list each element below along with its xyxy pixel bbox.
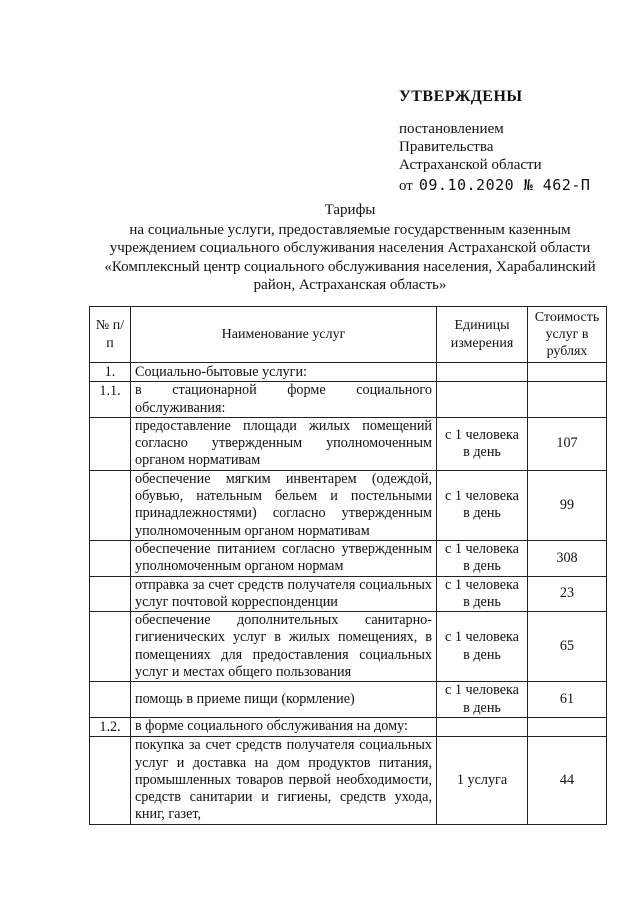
cell-unit: с 1 человека в день [437,540,528,576]
table-row [90,382,607,418]
approval-date-line [399,176,590,195]
cell-price: 61 [528,682,607,718]
cell-price: 65 [528,612,607,682]
table-header-row [90,307,607,363]
cell-price: 308 [528,540,607,576]
table-row [90,417,607,470]
date-prefix: от [399,178,413,194]
cell-name: отправка за счет средств получателя социальных услуг почтовой корреспонденции [131,576,437,612]
cell-name: предоставление площади жилых помещений согласно утвержденным уполномоченным органом нормативам [131,417,437,470]
table-row [90,682,607,718]
header-unit: Единицы измерения [437,307,528,363]
cell-num [90,737,131,824]
table-row [90,612,607,682]
cell-price: 44 [528,737,607,824]
cell-num [90,470,131,540]
cell-unit: с 1 человека в день [437,612,528,682]
table-row [90,540,607,576]
cell-num [90,682,131,718]
cell-num [90,612,131,682]
table-row [90,717,607,736]
cell-name: в форме социального обслуживания на дому: [131,717,437,736]
approval-line: постановлением [399,121,504,137]
cell-num [90,417,131,470]
cell-num [90,540,131,576]
cell-num: 1.1. [90,382,131,418]
cell-unit: с 1 человека в день [437,470,528,540]
header-price: Стоимость услуг в рублях [528,307,607,363]
approval-block [399,88,590,195]
cell-unit [437,717,528,736]
cell-name: обеспечение дополнительных санитарно-гигиенических услуг в жилых помещениях, в помещениях для предоставления социальных услуг и местах общего пользования [131,612,437,682]
cell-unit [437,363,528,382]
header-name: Наименование услуг [131,307,437,363]
approval-heading: УТВЕРЖДЕНЫ [399,88,523,105]
title-line: район, Астраханская область» [253,277,447,293]
cell-unit: с 1 человека в день [437,576,528,612]
cell-unit: 1 услуга [437,737,528,824]
cell-name: обеспечение питанием согласно утвержденным уполномоченным органом нормам [131,540,437,576]
document-title [100,201,600,295]
title-line: «Комплексный центр социального обслуживания населения, Харабалинский [104,258,596,275]
table-body [90,363,607,825]
cell-name: в стационарной форме социального обслуживания: [131,382,437,418]
cell-name: покупка за счет средств получателя социальных услуг и доставка на дом продуктов питания, промышленных товаров первой необходимости, средств санитарии и гигиены, средств ухода, книг, газет, [131,737,437,824]
cell-price [528,717,607,736]
cell-name: Социально-бытовые услуги: [131,363,437,382]
title-line: учреждением социального обслуживания населения Астраханской области [109,240,591,256]
cell-price [528,363,607,382]
cell-num: 1. [90,363,131,382]
cell-unit [437,382,528,418]
cell-unit: с 1 человека в день [437,417,528,470]
cell-price: 99 [528,470,607,540]
table-row [90,576,607,612]
table-row [90,363,607,382]
approval-line: Правительства [399,139,494,155]
title-heading: Тарифы [324,202,376,218]
cell-num [90,576,131,612]
cell-price [528,382,607,418]
table-row [90,737,607,824]
title-line: на социальные услуги, предоставляемые государственным казенным [129,221,571,238]
cell-num: 1.2. [90,717,131,736]
cell-unit: с 1 человека в день [437,682,528,718]
tariff-table [89,306,607,825]
cell-price: 107 [528,417,607,470]
cell-price: 23 [528,576,607,612]
date-value: 09.10.2020 № 462-П [418,176,591,194]
cell-name: обеспечение мягким инвентарем (одеждой, обувью, нательным бельем и постельными принадлежностями) согласно утвержденным уполномоченным органом нормативам [131,470,437,540]
approval-line: Астраханской области [399,157,542,173]
table-row [90,470,607,540]
header-num: № п/п [90,307,131,363]
cell-name: помощь в приеме пищи (кормление) [131,682,437,718]
